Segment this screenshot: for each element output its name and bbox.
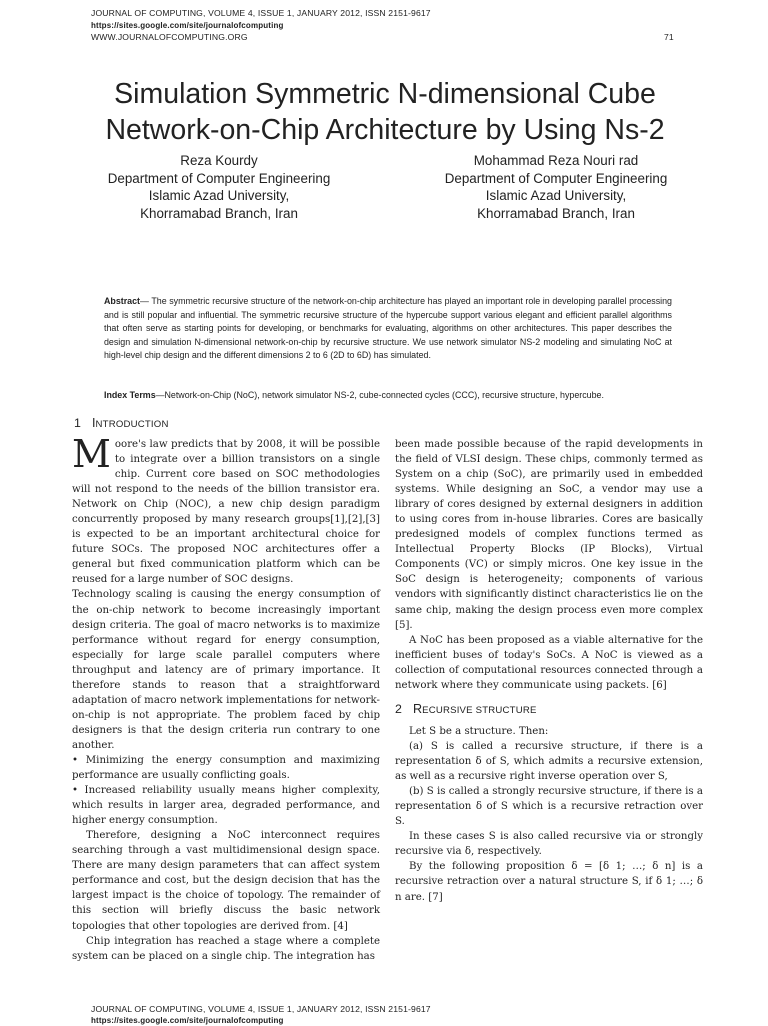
section-title-cap: I xyxy=(92,416,96,430)
bullet-2: • Increased reliability usually means higher complexity, which results in larger area, degraded performance, and higher energy consumption. xyxy=(72,785,380,827)
section-heading-recursive-structure xyxy=(395,702,537,716)
journal-site: WWW.JOURNALOFCOMPUTING.ORG xyxy=(91,32,248,42)
abstract-text: — The symmetric recursive structure of the network-on-chip architecture has played an important role in developing parallel processing and is still popular and influential. The symmetric recursive structure of the hypercube support various elegant and efficient parallel algorithms that often serve as starting points for developing, or benchmarks for evaluating, algorithms on other architectures. This paper describes the design and simulation N-dimensional network-on-chip by recursive structure. We use network simulator NS-2 modeling and simulating NoC at high-level chip design and the different dimensions 2 to 6 (2D to 6D) has simulated. xyxy=(104,296,672,361)
journal-header-line: JOURNAL OF COMPUTING, VOLUME 4, ISSUE 1, JANUARY 2012, ISSN 2151-9617 xyxy=(91,8,431,18)
footer-journal-line: JOURNAL OF COMPUTING, VOLUME 4, ISSUE 1, JANUARY 2012, ISSN 2151-9617 xyxy=(91,1004,431,1014)
recursive-paragraph-1: Let S be a structure. Then: xyxy=(409,726,549,737)
journal-url: https://sites.google.com/site/journalofcomputing xyxy=(91,21,284,30)
bullet-1: • Minimizing the energy consumption and maximizing performance are usually conflicting goals. xyxy=(72,754,380,782)
author-dept: Department of Computer Engineering xyxy=(444,170,668,186)
index-terms xyxy=(104,389,672,403)
left-column xyxy=(72,432,380,964)
intro-paragraph-3: Therefore, designing a NoC interconnect requires searching through a vast multidimensional design space. There are many design parameters that can affect system performance and cost, but the design decision that has the largest impact is the choice of topology. The remainder of this section will briefly discuss the basic network topologies that other topologies are derived from. [4] xyxy=(72,830,380,932)
intro-paragraph-4: Chip integration has reached a stage where a complete system can be placed on a single chip. The integration has xyxy=(72,935,380,962)
section-title-rest: ECURSIVE STRUCTURE xyxy=(422,705,537,716)
section-title-cap: R xyxy=(413,702,423,716)
paper-title-line-2: Network-on-Chip Architecture by Using Ns-2 xyxy=(105,114,665,146)
abstract-label: Abstract xyxy=(104,296,141,306)
footer-url: https://sites.google.com/site/journalofcomputing xyxy=(91,1016,284,1025)
intro-paragraph-2: Technology scaling is causing the energy consumption of the on-chip network to become increasingly important design criteria. The goal of macro networks is to maximize performance without regard for energy consumption, especially for large scale parallel computers where throughput and latency are of primary importance. It therefore stands to reason that a straightforward adaptation of macro network implementations for network-on-chip is not appropriate. The problem faced by chip designers is that the design criteria run contrary to one another. xyxy=(72,589,380,751)
recursive-item-b: (b) S is called a strongly recursive structure, if there is a representation δ of S which is a recursive retraction over S. xyxy=(395,786,703,828)
section-number: 2 xyxy=(395,702,402,716)
drop-cap: M xyxy=(72,432,111,476)
intro-paragraph-5: been made possible because of the rapid developments in the field of VLSI design. These chips, commonly termed as System on a chip (SoC), are primarily used in embedded systems. While designing an SoC, a vendor may use a library of cores designed by external designers in addition to using cores from in-house libraries. Cores are basically predesigned models of complex functions termed as Intellectual Property Blocks (IP Blocks), Virtual Components (VC) or simply micros. One key issue in the SoC design is heterogeneity; components of various vendors with significantly distinct characteristics lie on the same chip, making the design process even more complex [5]. xyxy=(395,439,703,631)
right-column xyxy=(395,437,703,693)
author-univ: Islamic Azad University, xyxy=(148,188,290,203)
intro-paragraph-6: A NoC has been proposed as a viable alternative for the inefficient buses of today's SoCs. A NoC is viewed as a collection of computational resources connected through a network where they communicate using packets. [6] xyxy=(395,634,703,691)
abstract xyxy=(104,295,672,363)
author-branch: Khorramabad Branch, Iran xyxy=(140,205,298,221)
page-number: 71 xyxy=(664,32,674,42)
intro-paragraph-1: oore's law predicts that by 2008, it will be possible to integrate over a billion transistors on a single chip. Current core based on SOC methodologies will not respond to the needs of the billion transistor era. Network on Chip (NOC), a new chip design paradigm concurrently proposed by many research groups[1],[2],[3] is expected to be an important architectural choice for future SOCs. The proposed NOC architectures offer a general but fixed communication platform which can be reused for a large number of SOC designs. xyxy=(72,439,380,586)
recursive-item-a: (a) S is called a recursive structure, if there is a representation δ of S, which admits a recursive extension, as well as a recursive right inverse operation over S, xyxy=(395,741,703,783)
section-heading-introduction xyxy=(74,416,169,430)
section-number: 1 xyxy=(74,416,81,430)
index-terms-label: Index Terms xyxy=(104,390,156,400)
recursive-paragraph-3: By the following proposition δ = [δ 1; …; δ n] is a recursive retraction over a natural structure S, if δ 1; …; δ n are. [7] xyxy=(395,861,703,903)
author-univ: Islamic Azad University, xyxy=(485,188,627,203)
recursive-paragraph-2: In these cases S is also called recursive via or strongly recursive via δ, respectively. xyxy=(395,831,703,858)
author-block-2 xyxy=(420,152,692,222)
author-branch: Khorramabad Branch, Iran xyxy=(477,205,635,221)
author-name: Reza Kourdy xyxy=(180,153,258,168)
section-2-body xyxy=(395,724,703,905)
author-name: Mohammad Reza Nouri rad xyxy=(473,153,639,168)
paper-title-line-1: Simulation Symmetric N-dimensional Cube xyxy=(114,78,656,110)
section-title-rest: NTRODUCTION xyxy=(95,419,169,430)
author-dept: Department of Computer Engineering xyxy=(107,170,331,186)
author-block-1 xyxy=(88,152,350,222)
index-terms-text: —Network-on-Chip (NoC), network simulator NS-2, cube-connected cycles (CCC), recursive structure, hypercube. xyxy=(155,390,604,400)
